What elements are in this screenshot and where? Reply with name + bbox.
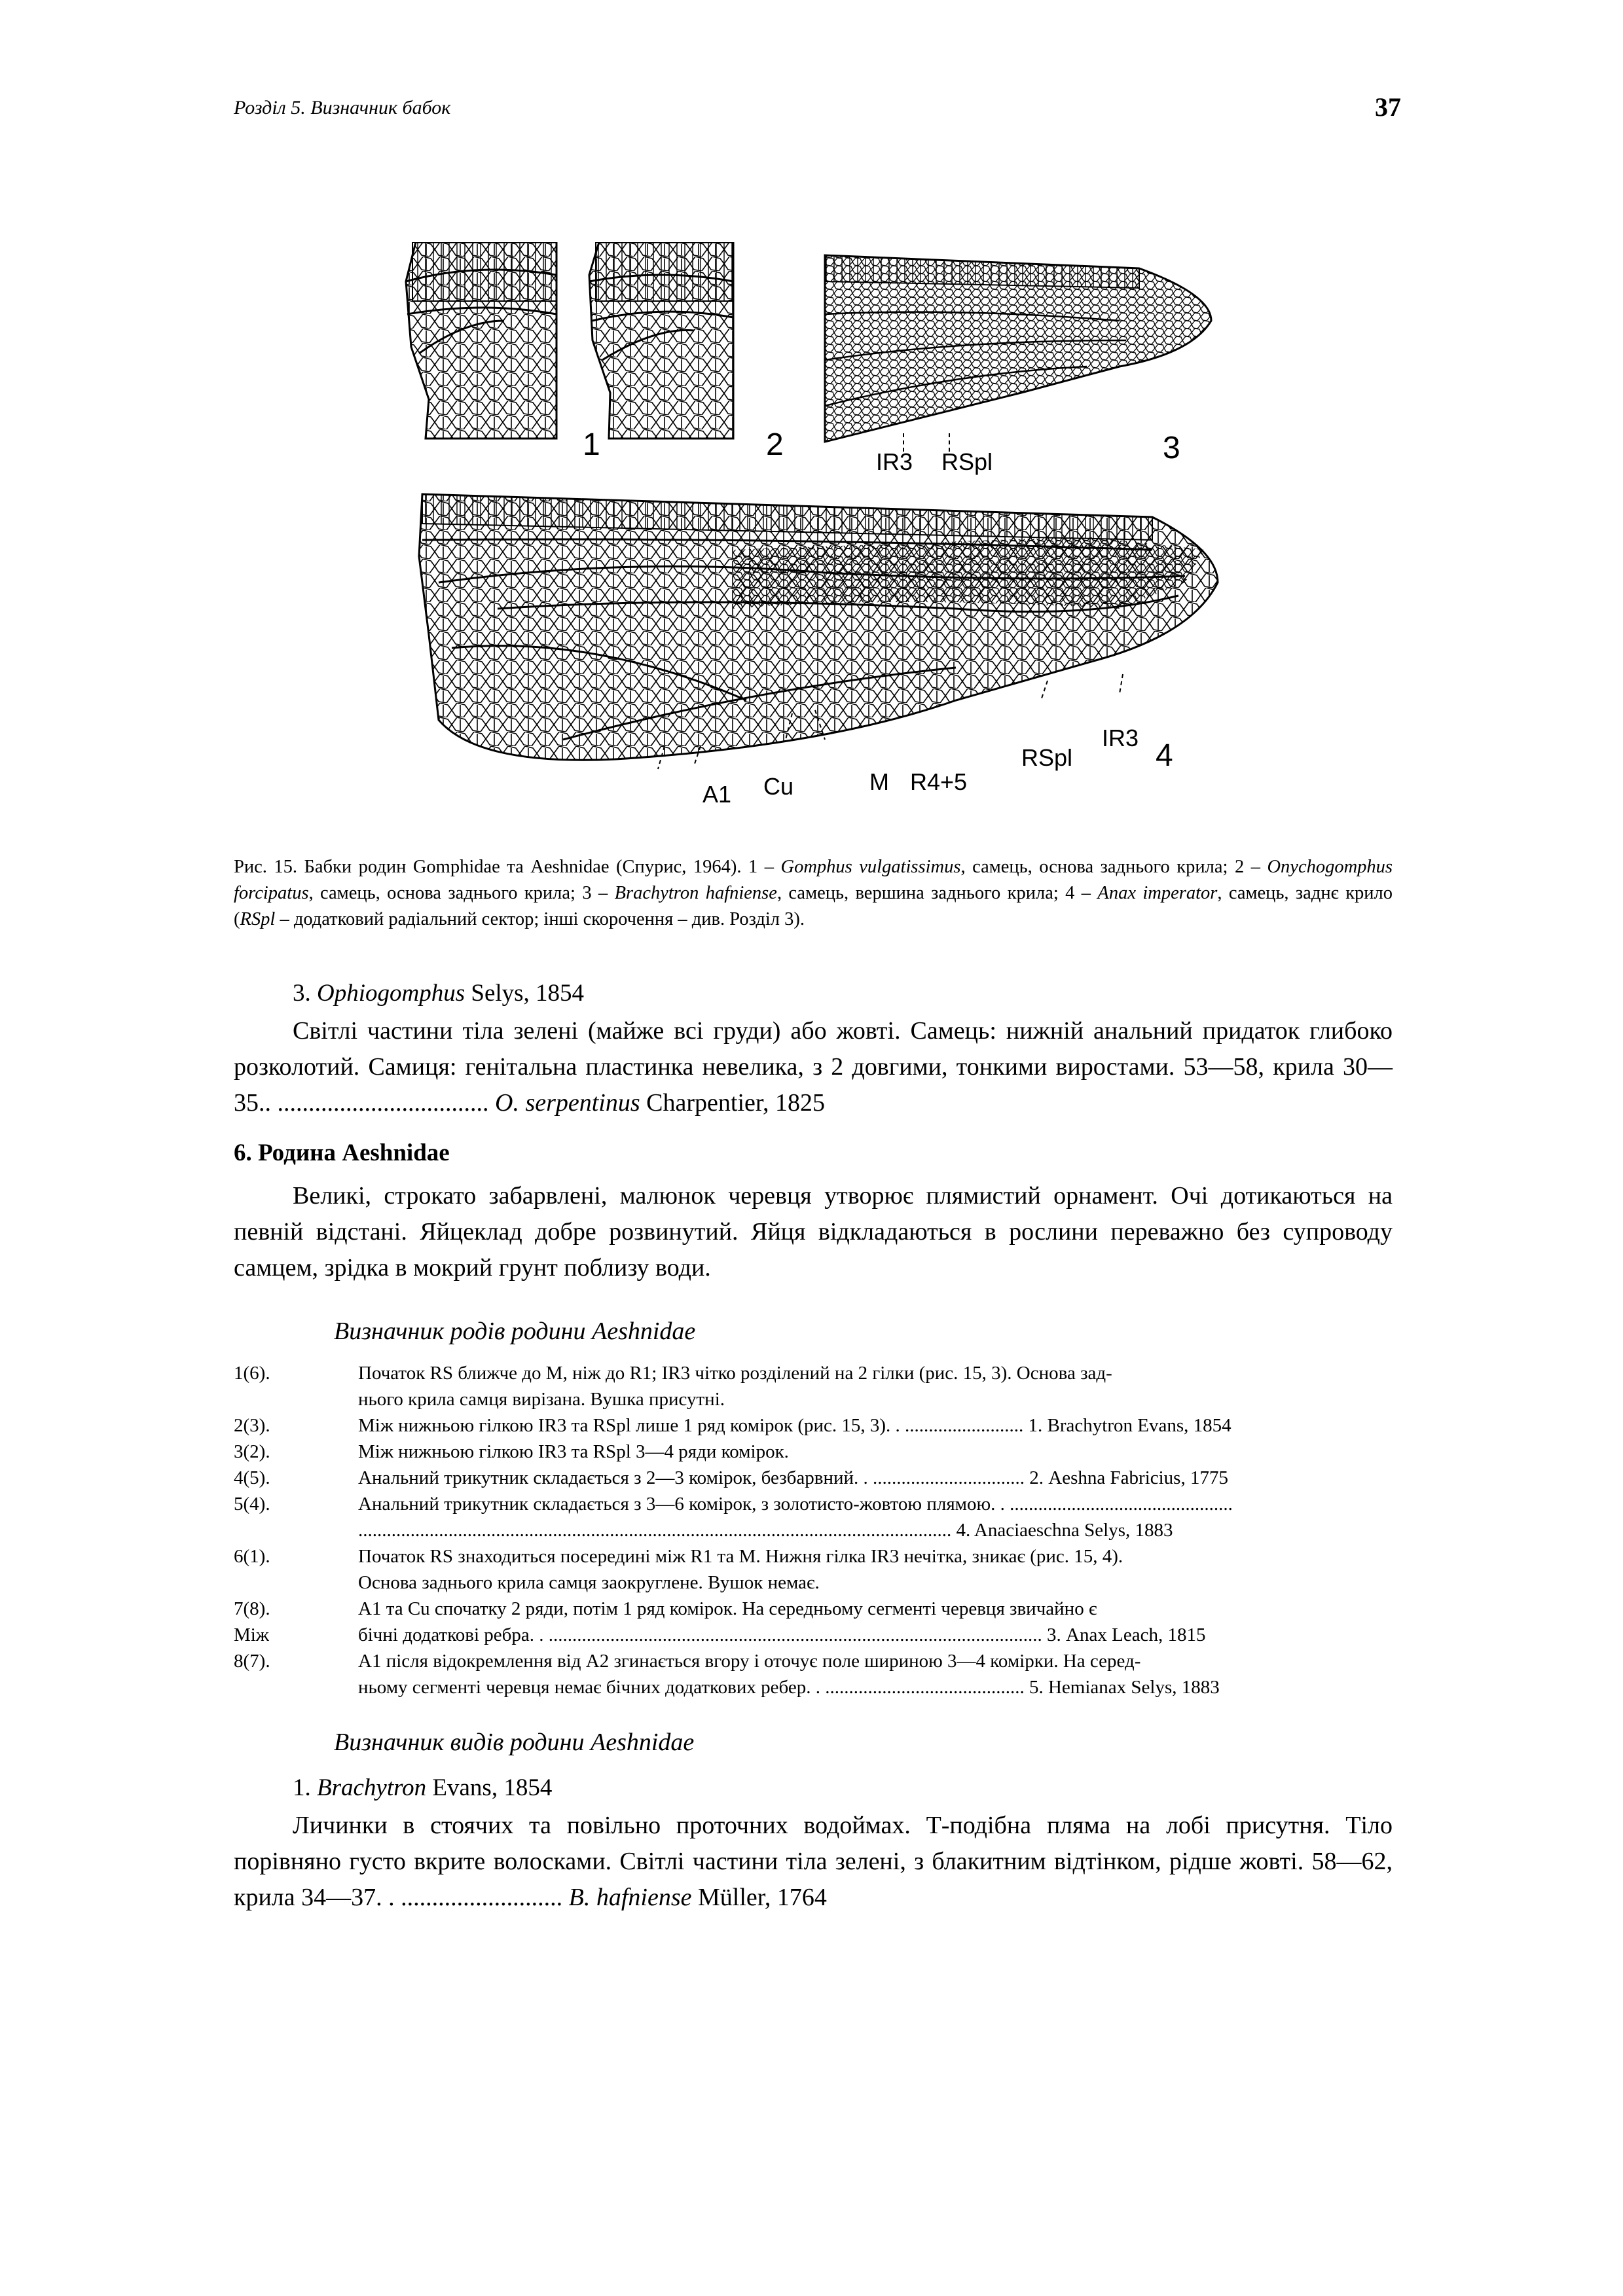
wing-number-1: 1 [583,427,600,462]
family-description: Великі, строкато забарвлені, малюнок черевця утворює плямистий орнамент. Очі дотикаються на певній відстані. Яйцеклад добре розвинутий. Яйця відкладаються в рослини переважно без супроводу самцем, зрідка в мокрий грунт поблизу води. [234,1182,1393,1282]
label-rspl-wing3: RSpl [941,448,993,475]
key-row: 5(4). Анальний трикутник складається з 3—6 комірок, з золотисто-жовтою плямою. . ............................................... [234,1494,1233,1515]
wing-3-drawing [825,255,1211,452]
family-heading: 6. Родина Aeshnidae [234,1139,450,1166]
key-row: 2(3). Між нижньою гілкою IR3 та RSpl лише 1 ряд комірок (рис. 15, 3). . ......................... 1. Brachytron Evans, 1854 [234,1415,1231,1436]
key-row: 4(5). Анальний трикутник складається з 2—3 комірок, безбарвний. . ................................ 2. Aeshna Fabricius, 1775 [234,1467,1228,1488]
label-r45: R4+5 [910,768,968,795]
key-row: 3(2). Між нижньою гілкою IR3 та RSpl 3—4 ряди комірок. [234,1441,789,1462]
wing-figure [367,242,1408,844]
label-cu: Cu [763,773,794,800]
label-ir3-wing4: IR3 [1102,725,1139,751]
label-a1: A1 [702,781,732,808]
label-rspl-wing4: RSpl [1021,744,1073,771]
running-header: Розділ 5. Визначник бабок [234,97,451,118]
ophiogomphus-description: Світлі частини тіла зелені (майже всі груди) або жовті. Самець: нижній анальний придаток глибоко розколотий. Самиця: генітальна пластинка невелика, з 2 довгими, тонкими виростами. 53—58, крила 30—35.. .................................. O. serpentinus Charpentier, 1825 [234,1017,1393,1117]
wing-4-drawing [419,494,1218,769]
key-row: Основа заднього крила самця заокруглене. Вушок немає. [358,1572,820,1593]
genera-key-title: Визначник родів родини Aeshnidae [334,1318,696,1345]
wing-1-drawing [406,242,556,439]
genus-heading-ophiogomphus: 3. Ophiogomphus Selys, 1854 [293,980,585,1007]
key-row: ............................................................................................................................. 4. Anaciaeschna Selys, 1883 [358,1520,1173,1541]
genera-key [234,1360,1393,1700]
wing-number-4: 4 [1156,738,1173,773]
species-key-title: Визначник видів родини Aeshnidae [334,1729,695,1756]
page-number: 37 [1375,92,1401,122]
key-row: бічні додаткові ребра. . ........................................................................................................ 3. Anax Leach, 1815 [358,1624,1206,1645]
figure-caption: Рис. 15. Бабки родин Gomphidae та Aeshnidae (Спурис, 1964). 1 – Gomphus vulgatissimus, самець, основа заднього крила; 2 – Onychogomphus forcipatus, самець, основа заднього крила; 3 – Brachytron hafniense, самець, вершина заднього крила; 4 – Anax imperator, самець, заднє крило (RSpl – додатковий радіальний сектор; інші скорочення – див. Розділ 3). [234,857,1393,929]
wing-number-3: 3 [1163,431,1180,465]
label-m: M [869,768,889,795]
key-row: нього крила самця вирізана. Вушка присутні. [358,1389,725,1410]
key-row: ньому сегменті черевця немає бічних додаткових ребер. . .......................................... 5. Hemianax Selys, 1883 [358,1677,1220,1698]
wing-2-drawing [589,242,733,439]
key-row: 7(8). Між A1 та Cu спочатку 2 ряди, потім 1 ряд комірок. На середньому сегменті черевця звичайно є [234,1598,1097,1645]
genus-heading-brachytron: 1. Brachytron Evans, 1854 [293,1774,553,1801]
key-row: 1(6). Початок RS ближче до M, ніж до R1; IR3 чітко розділений на 2 гілки (рис. 15, 3). Основа зад- [234,1363,1112,1384]
brachytron-description: Личинки в стоячих та повільно проточних водоймах. Т-подібна пляма на лобі присутня. Тіло порівняно густо вкрите волосками. Світлі частини тіла зелені, з блакитним відтінком, рідше жовті. 58—62, крила 34—37. . .......................... B. hafniense Müller, 1764 [234,1812,1393,1911]
label-ir3-wing3: IR3 [876,448,913,475]
key-row: 6(1). Початок RS знаходиться посередині між R1 та M. Нижня гілка IR3 нечітка, зникає (рис. 15, 4). [234,1546,1123,1567]
key-row: 8(7). A1 після відокремлення від A2 згинається вгору і оточує поле шириною 3—4 комірки. На серед- [234,1651,1141,1672]
wing-number-2: 2 [766,427,784,462]
